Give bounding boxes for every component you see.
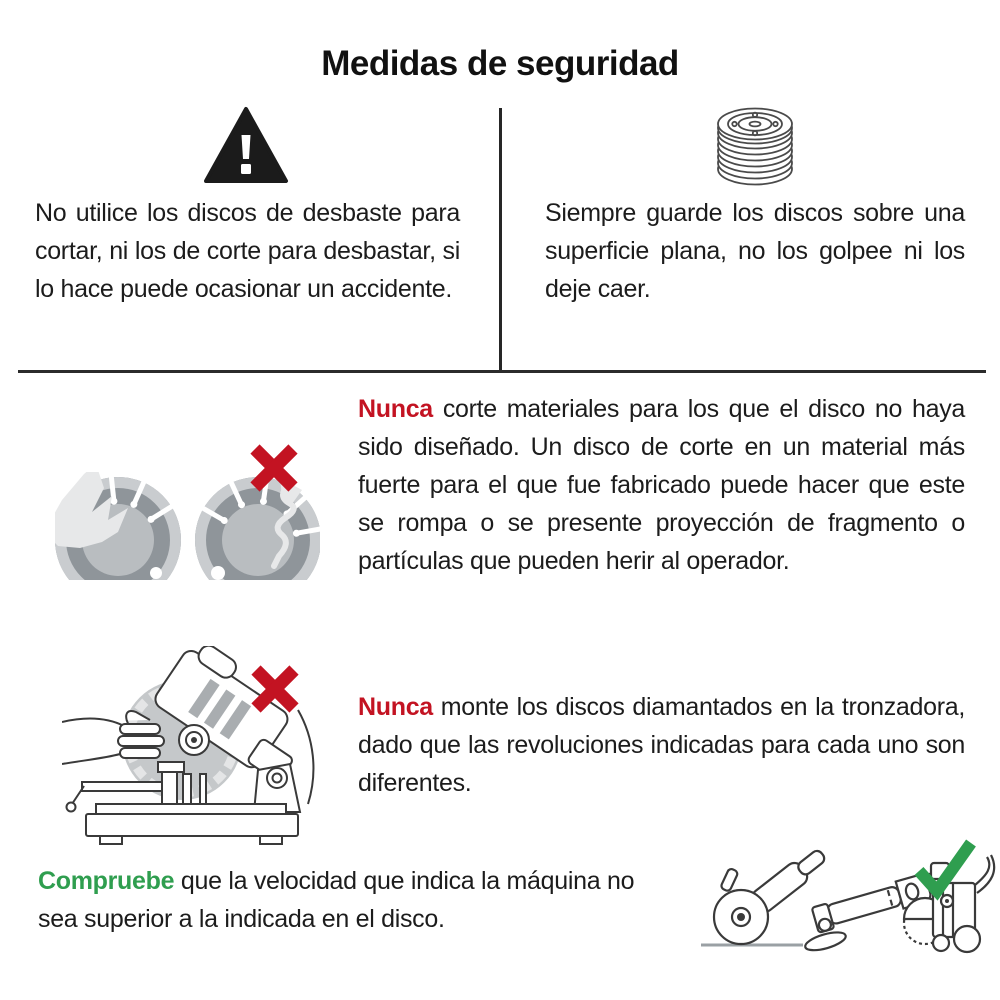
- warning-2-lead: Nunca: [358, 693, 433, 721]
- warning-2-body: monte los discos diamantados en la tronzadora, dado que las revoluciones indicadas para cada uno son diferentes.: [358, 693, 965, 797]
- footer-text: [38, 862, 658, 938]
- top-left-text: No utilice los discos de desbaste para cortar, ni los de corte para desbastar, si lo hace puede ocasionar un accidente.: [35, 199, 460, 303]
- warning-1-body: corte materiales para los que el disco no haya sido diseñado. Un disco de corte en un material más fuerte para el que fue fabricado puede hacer que este se rompa o se presente proyección de fragmento o partículas que pueden herir al operador.: [358, 395, 965, 575]
- warning-2-text: [358, 688, 965, 802]
- page-title: Medidas de seguridad: [321, 44, 679, 83]
- approved-tools-icons: [695, 833, 997, 965]
- chop-saw-illustration: [62, 646, 320, 848]
- warning-triangle-icon: [203, 106, 289, 186]
- footer-body: que la velocidad que indica la máquina no sea superior a la indicada en el disco.: [38, 867, 635, 933]
- disc-stack-icon: [705, 102, 805, 194]
- angle-grinder-icon: [701, 845, 830, 945]
- column-divider: [499, 108, 502, 371]
- broken-discs-illustration: [55, 432, 320, 622]
- warning-1-lead: Nunca: [358, 395, 433, 423]
- cross-icon: [256, 670, 294, 708]
- section-divider: [18, 370, 986, 373]
- footer-lead: Compruebe: [38, 867, 175, 895]
- warning-1-text: [358, 390, 965, 580]
- top-right-text: Siempre guarde los discos sobre una superficie plana, no los golpee ni los deje caer.: [545, 199, 965, 303]
